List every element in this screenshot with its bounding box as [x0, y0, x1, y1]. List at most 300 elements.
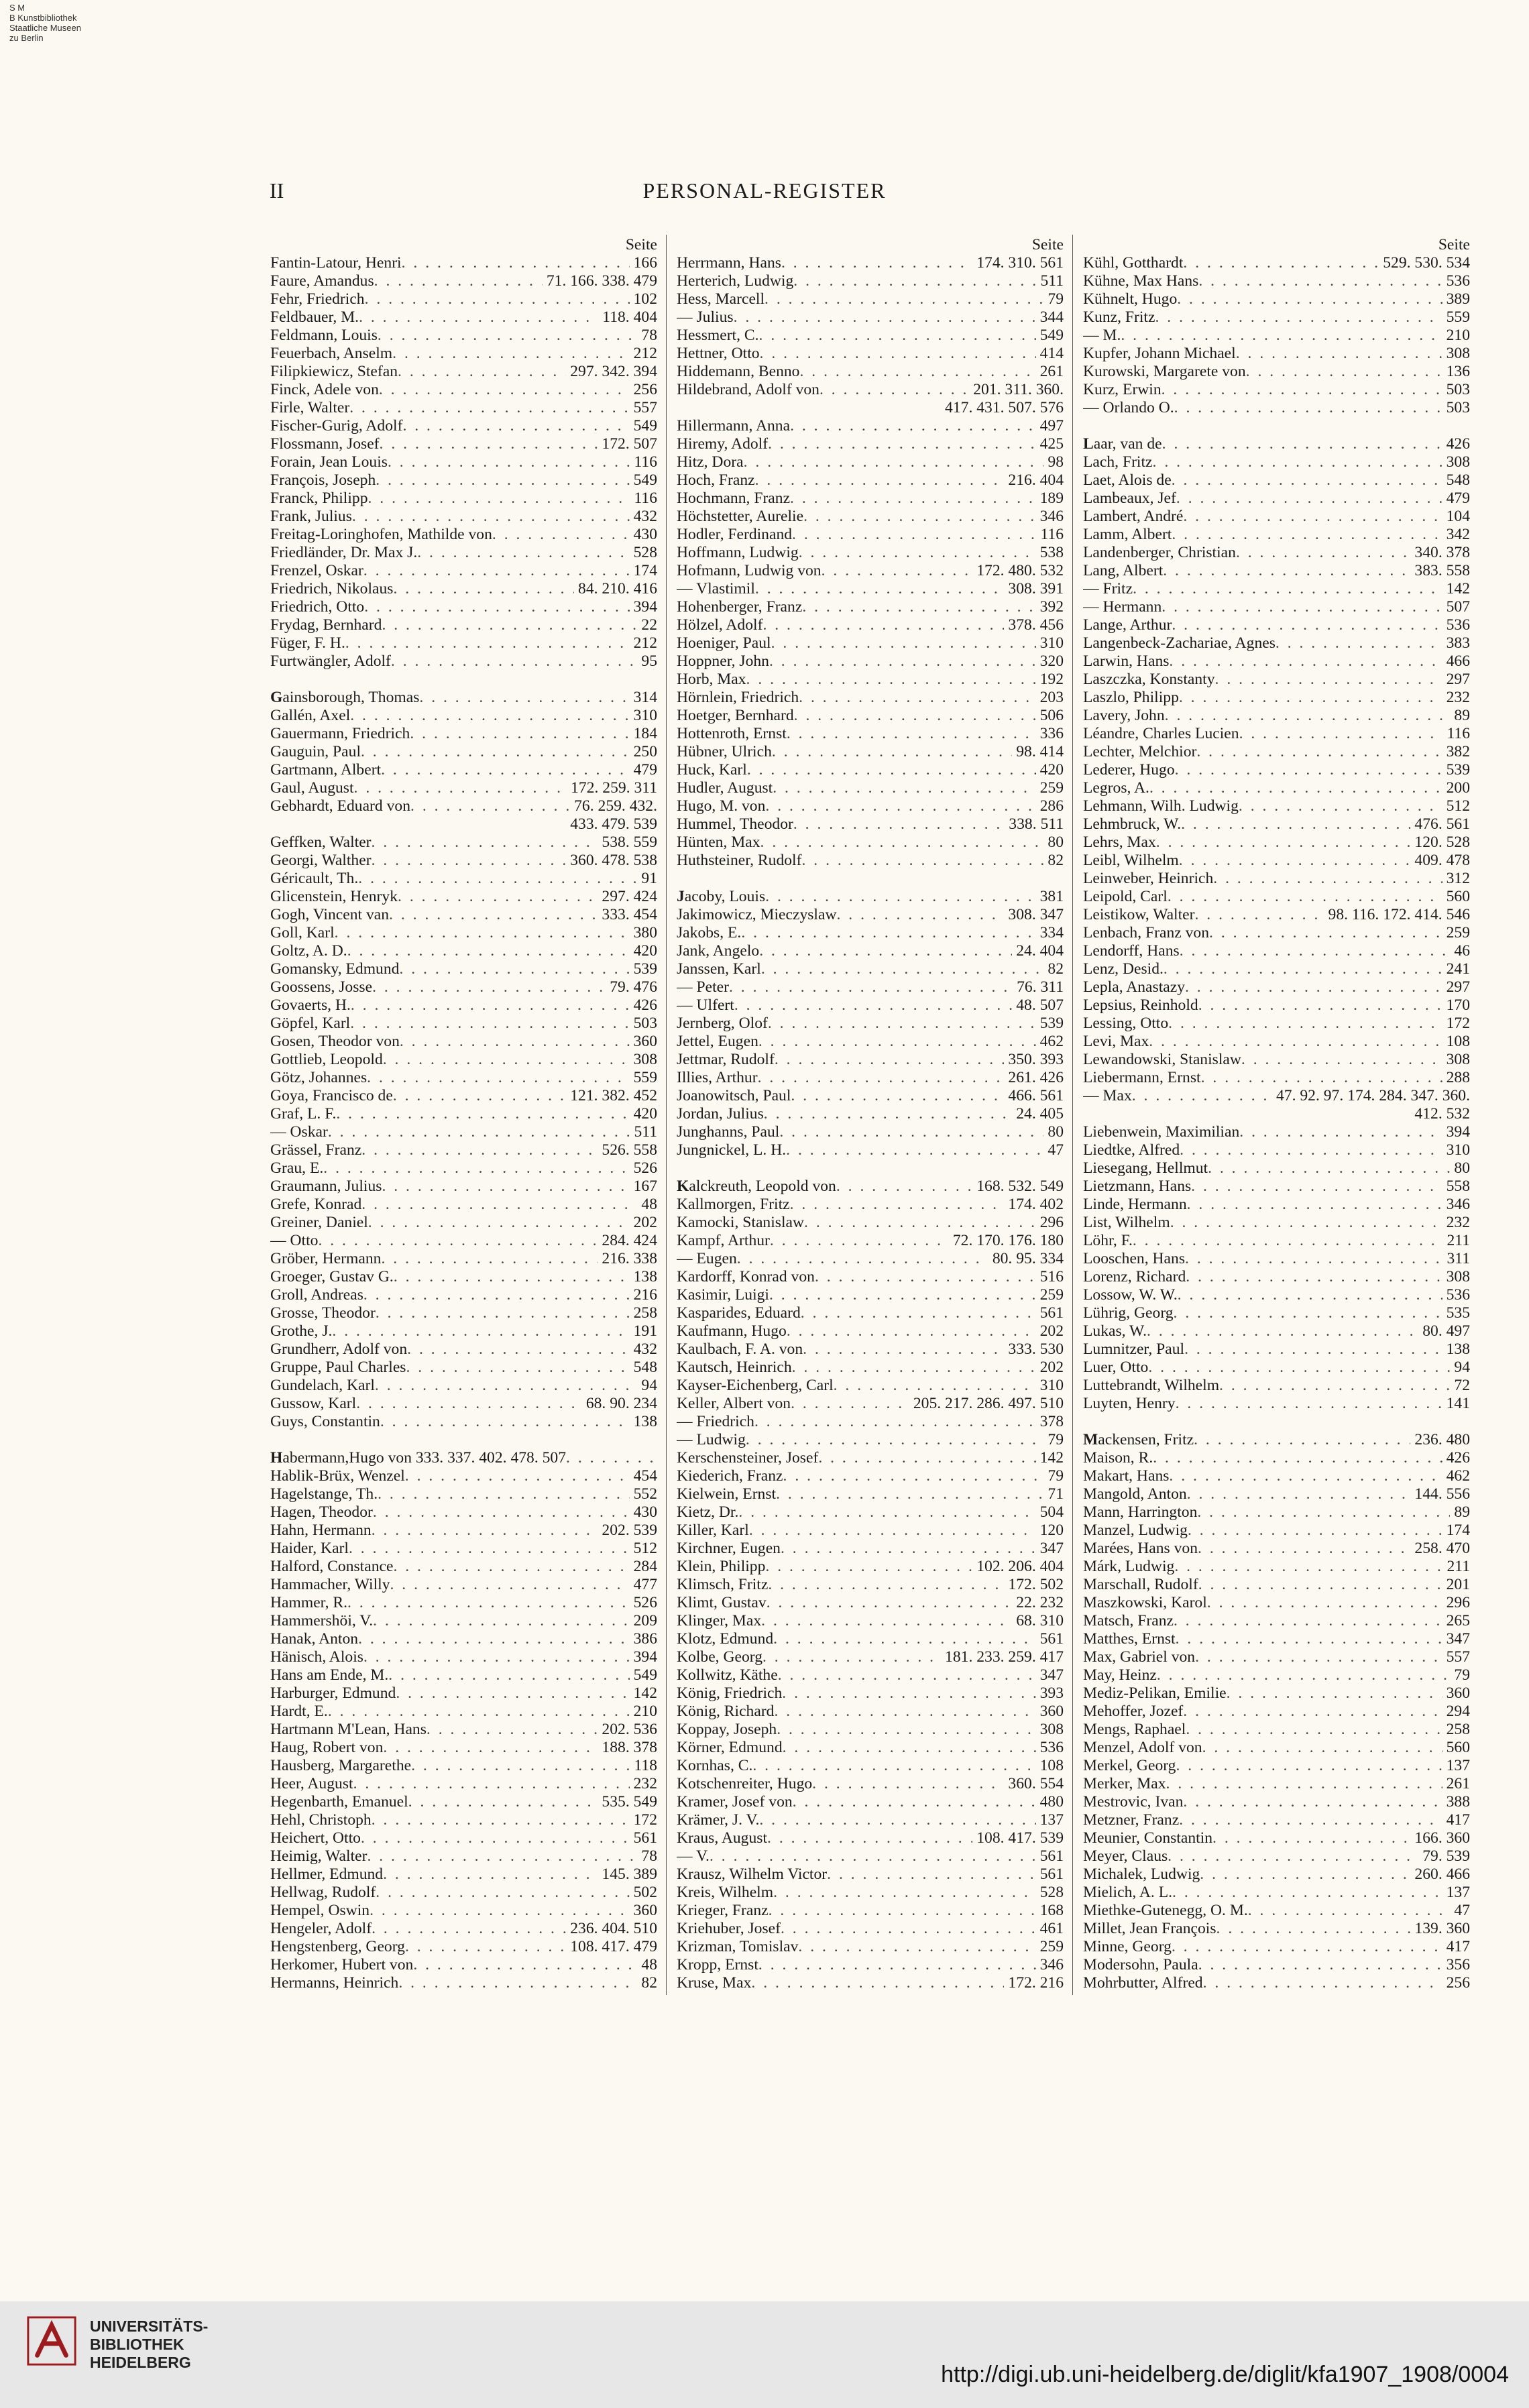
entry-pages: 308 [1446, 345, 1470, 362]
entry-name: Michalek, Ludwig [1083, 1866, 1200, 1883]
dot-leader [370, 1902, 630, 1920]
register-entry [270, 1485, 657, 1503]
entry-name: Lietzmann, Hans [1083, 1178, 1192, 1195]
entry-pages: 308 [1446, 1051, 1470, 1068]
entry-name: Linde, Hermann [1083, 1196, 1187, 1213]
dot-leader [1180, 1141, 1442, 1159]
dot-leader [1176, 1630, 1442, 1648]
dot-leader [1174, 399, 1442, 417]
entry-pages: 549 [633, 417, 657, 435]
register-entry [1083, 1395, 1470, 1413]
entry-name: Hoeniger, Paul [677, 634, 771, 652]
entry-pages: 432 [633, 508, 657, 525]
digital-copy-url[interactable]: http://digi.ub.uni-heidelberg.de/diglit/kfa1907_1908/0004 [941, 2362, 1509, 2387]
dot-leader [1202, 1739, 1442, 1757]
entry-name: Langenbeck-Zachariae, Agnes [1083, 634, 1276, 652]
dot-leader [393, 1087, 566, 1105]
entry-name: Larwin, Hans [1083, 652, 1170, 670]
entry-name: Maison, R. [1083, 1449, 1153, 1467]
dot-leader [776, 1485, 1043, 1503]
entry-name: Lorenz, Richard [1083, 1268, 1186, 1285]
register-entry [270, 508, 657, 526]
entry-name: Kasparides, Eduard [677, 1304, 801, 1322]
register-entry [270, 1196, 657, 1214]
dot-leader [781, 254, 972, 272]
dot-leader [822, 562, 973, 580]
entry-name: Grosse, Theodor [270, 1304, 376, 1322]
entry-name: Marschall, Rudolf [1083, 1576, 1198, 1593]
register-entry [1083, 1829, 1470, 1847]
entry-pages: 539 [1446, 761, 1470, 779]
dot-leader [1180, 942, 1451, 960]
entry-name: Hammacher, Willy [270, 1576, 390, 1593]
entry-name: Kiederich, Franz [677, 1467, 783, 1485]
entry-pages: 426 [1446, 1449, 1470, 1467]
entry-name [677, 1178, 836, 1196]
dot-leader [781, 1920, 1036, 1938]
register-entry [1083, 1304, 1470, 1322]
register-entry [677, 490, 1064, 508]
register-entry [270, 1159, 657, 1178]
entry-name: Kaulbach, F. A. von [677, 1340, 803, 1358]
entry-name: Herterich, Ludwig [677, 272, 794, 290]
register-entry [270, 1141, 657, 1159]
entry-name: Hettner, Otto [677, 345, 760, 362]
register-entry [1083, 1739, 1470, 1757]
register-entry [677, 417, 1064, 435]
library-stamp [9, 3, 81, 43]
entry-pages: 432 [633, 1340, 657, 1358]
entry-pages: 477 [633, 1576, 657, 1593]
dot-leader [1169, 1467, 1442, 1485]
entry-pages: 138 [633, 1413, 657, 1430]
register-entry [270, 1087, 657, 1105]
register-entry [677, 1340, 1064, 1359]
entry-pages: 559 [633, 1069, 657, 1086]
dot-leader [410, 797, 570, 815]
dot-leader [1165, 707, 1451, 725]
register-entry [677, 1395, 1064, 1413]
entry-name: Jernberg, Olof [677, 1015, 768, 1032]
entry-name: Kreis, Wilhelm [677, 1884, 774, 1901]
entry-pages: 216. 404 [1008, 471, 1064, 489]
library-name-line: UNIVERSITÄTS- [90, 2317, 209, 2335]
dot-leader [382, 616, 637, 634]
entry-name: Hempel, Oswin [270, 1902, 370, 1919]
register-entry [270, 1866, 657, 1884]
dot-leader [1176, 1395, 1442, 1413]
entry-pages: 108. 417. 539 [976, 1829, 1064, 1847]
entry-pages: 138 [633, 1268, 657, 1285]
entry-pages: 333. 454 [602, 906, 657, 923]
entry-pages: 320 [1039, 652, 1064, 670]
entry-name: Huck, Karl [677, 761, 747, 779]
dot-leader [1149, 1033, 1442, 1051]
register-entry [1083, 1033, 1470, 1051]
dot-leader [367, 1847, 637, 1866]
entry-pages: 381 [1039, 888, 1064, 905]
entry-pages: 72 [1454, 1377, 1470, 1394]
entry-pages: 210 [1446, 327, 1470, 344]
register-entry [677, 960, 1064, 978]
entry-pages: 414 [1039, 345, 1064, 362]
dot-leader [802, 598, 1035, 616]
entry-name: Mehoffer, Jozef [1083, 1703, 1184, 1720]
register-entry [677, 616, 1064, 634]
entry-pages: 47. 92. 97. 174. 284. 347. 360. [1276, 1087, 1470, 1104]
entry-pages: 297 [1446, 671, 1470, 688]
register-entry [270, 290, 657, 308]
register-entry [677, 308, 1064, 327]
register-entry [270, 634, 657, 652]
entry-pages: 360. 478. 538 [570, 852, 657, 869]
entry-pages: 139. 360 [1414, 1920, 1470, 1937]
dot-leader [394, 1268, 630, 1286]
entry-pages: 174 [1446, 1522, 1470, 1539]
dot-leader [773, 1884, 1036, 1902]
register-entry [677, 1956, 1064, 1974]
register-entry [677, 1431, 1064, 1449]
entry-name: Hausberg, Margarethe [270, 1757, 412, 1774]
entry-pages: 560 [1446, 888, 1470, 905]
dot-leader [347, 1594, 630, 1612]
entry-pages: 333. 530 [1008, 1340, 1064, 1358]
entry-pages: 120 [1039, 1522, 1064, 1539]
register-entry [677, 1974, 1064, 1992]
entry-name: Levi, Max [1083, 1033, 1149, 1050]
register-entry [677, 1630, 1064, 1648]
register-entry [677, 634, 1064, 652]
register-entry [677, 1938, 1064, 1956]
register-entry [270, 996, 657, 1015]
register-entry [677, 1739, 1064, 1757]
entry-name: — Fritz [1083, 580, 1133, 597]
register-entry [270, 1902, 657, 1920]
entry-pages: 380 [633, 924, 657, 941]
dot-leader [376, 471, 629, 490]
register-entry [1083, 1322, 1470, 1340]
entry-pages: 466. 561 [1008, 1087, 1064, 1104]
entry-name: Lukas, W. [1083, 1322, 1147, 1340]
entry-name: Körner, Edmund [677, 1739, 783, 1756]
entry-name: Hengeler, Adolf [270, 1920, 372, 1937]
entry-initial: K [677, 1178, 689, 1195]
entry-pages: 89 [1454, 1503, 1470, 1521]
dot-leader [772, 743, 1012, 761]
entry-name: Meyer, Claus [1083, 1847, 1168, 1865]
entry-name: Lumnitzer, Paul [1083, 1340, 1185, 1358]
register-entry [1083, 1974, 1470, 1992]
entry-pages: 68. 310 [1016, 1612, 1064, 1629]
register-entry [677, 1793, 1064, 1811]
dot-leader [398, 363, 566, 381]
entry-pages: 98. 414 [1016, 743, 1064, 760]
register-entry [1083, 1232, 1470, 1250]
entry-name [1083, 1431, 1194, 1449]
entry-name: Kietz, Dr. [677, 1503, 739, 1521]
register-entry [270, 797, 657, 815]
entry-name: Kupfer, Johann Michael [1083, 345, 1236, 362]
entry-name: Firle, Walter [270, 399, 350, 416]
register-entry [1083, 1540, 1470, 1558]
dot-leader [1187, 1485, 1411, 1503]
entry-pages: 259 [1039, 779, 1064, 797]
register-entry [677, 1866, 1064, 1884]
entry-pages: 188. 378 [602, 1739, 657, 1756]
entry-pages: 360 [633, 1902, 657, 1919]
dot-leader [758, 1069, 1005, 1087]
register-entry [270, 978, 657, 996]
dot-leader [1168, 888, 1442, 906]
entry-name: Hudler, August [677, 779, 773, 797]
entry-pages: 78 [641, 327, 657, 344]
dot-leader [368, 490, 630, 508]
register-entry [270, 1576, 657, 1594]
dot-leader [411, 1757, 630, 1775]
register-entry [270, 1377, 657, 1395]
register-entry [677, 1051, 1064, 1069]
dot-leader [790, 490, 1036, 508]
entry-pages: 145. 389 [602, 1866, 657, 1883]
entry-pages: 526 [633, 1594, 657, 1611]
register-entry [677, 996, 1064, 1015]
dot-leader [1179, 1811, 1442, 1829]
entry-pages: 211 [1447, 1558, 1470, 1575]
entry-name: Graumann, Julius [270, 1178, 382, 1195]
entry-pages: 511 [1040, 272, 1064, 290]
running-head-title: PERSONAL-REGISTER [642, 178, 887, 203]
register-entry [677, 1522, 1064, 1540]
entry-page-continuation: 433. 479. 539 [570, 815, 657, 833]
register-entry [677, 1214, 1064, 1232]
entry-pages: 260. 466 [1414, 1866, 1470, 1883]
register-entry [1083, 689, 1470, 707]
register-entry [270, 1684, 657, 1703]
entry-name: Matthes, Ernst [1083, 1630, 1176, 1648]
page-number: II [270, 178, 284, 203]
dot-leader [376, 1304, 630, 1322]
dot-leader [405, 1938, 566, 1956]
entry-name: Groll, Andreas [270, 1286, 363, 1304]
entry-name: Leibl, Wilhelm [1083, 852, 1179, 869]
entry-name: Graf, L. F. [270, 1105, 337, 1123]
entry-pages: 516 [1039, 1268, 1064, 1285]
entry-pages: 71 [1047, 1485, 1064, 1503]
dot-leader [380, 435, 598, 453]
dot-leader [755, 471, 1005, 490]
dot-leader [427, 1721, 598, 1739]
register-entry [1083, 1884, 1470, 1902]
entry-name: Fehr, Friedrich [270, 290, 365, 308]
letter-gap [1083, 1413, 1470, 1431]
entry-pages: 296 [1039, 1214, 1064, 1231]
entry-name: Feldbauer, M. [270, 308, 359, 326]
dot-leader [417, 544, 629, 562]
entry-initial: J [677, 888, 685, 905]
dot-leader [1172, 616, 1442, 634]
entry-pages: 417 [1446, 1811, 1470, 1829]
dot-leader [363, 562, 630, 580]
entry-name: Luyten, Henry [1083, 1395, 1176, 1412]
entry-pages: 258 [633, 1304, 657, 1322]
entry-pages: 310 [1039, 1377, 1064, 1394]
entry-name: Léandre, Charles Lucien [1083, 725, 1239, 742]
entry-name: Kunz, Fritz [1083, 308, 1155, 326]
dot-leader [764, 1105, 1012, 1123]
entry-name: Hoch, Franz [677, 471, 755, 489]
entry-name: Krieger, Franz [677, 1902, 769, 1919]
entry-pages: 118 [634, 1757, 657, 1774]
dot-leader [754, 1413, 1036, 1431]
entry-name: Grundherr, Adolf von [270, 1340, 408, 1358]
dot-leader [1133, 580, 1442, 598]
register-entry [270, 1503, 657, 1522]
entry-pages: 425 [1039, 435, 1064, 453]
register-entry [270, 1540, 657, 1558]
entry-pages: 47 [1047, 1141, 1064, 1159]
dot-leader [368, 1214, 630, 1232]
entry-pages: 346 [1039, 508, 1064, 525]
register-entry [270, 345, 657, 363]
entry-pages: 258 [1446, 1721, 1470, 1738]
entry-name: Kautsch, Heinrich [677, 1359, 792, 1376]
dot-leader [1209, 924, 1442, 942]
entry-name: Kielwein, Ernst [677, 1485, 777, 1503]
entry-pages: 200 [1446, 779, 1470, 797]
entry-pages: 476. 561 [1414, 815, 1470, 833]
entry-pages: 116 [634, 490, 657, 507]
register-entry [1083, 1141, 1470, 1159]
entry-pages: 284. 424 [602, 1232, 657, 1249]
entry-pages: 79 [1047, 1467, 1064, 1485]
register-entry [677, 671, 1064, 689]
dot-leader [399, 960, 629, 978]
entry-pages: 172. 259. 311 [571, 779, 657, 797]
register-entry [1083, 852, 1470, 870]
entry-pages: 346 [1446, 1196, 1470, 1213]
register-entry [1083, 834, 1470, 852]
entry-pages: 84. 210. 416 [578, 580, 657, 597]
entry-page-continuation: 412. 532 [1414, 1105, 1470, 1123]
entry-pages: 80. 95. 334 [992, 1250, 1064, 1267]
register-entry [677, 1087, 1064, 1105]
entry-pages: 308. 347 [1008, 906, 1064, 923]
register-entry [677, 1558, 1064, 1576]
entry-name: — Friedrich [677, 1413, 754, 1430]
register-column-2 [677, 236, 1064, 1992]
entry-name: Kropp, Ernst [677, 1956, 758, 1973]
dot-leader [769, 1902, 1036, 1920]
entry-pages: 142 [1039, 1449, 1064, 1467]
entry-name: Gosen, Theodor von [270, 1033, 400, 1050]
entry-name: Matsch, Franz [1083, 1612, 1174, 1629]
entry-name: Jettmar, Rudolf [677, 1051, 775, 1068]
entry-pages: 82 [1047, 852, 1064, 869]
entry-name: Klimt, Gustav [677, 1594, 767, 1611]
entry-pages: 102. 206. 404 [976, 1558, 1064, 1575]
register-entry [270, 725, 657, 743]
entry-pages: 121. 382. 452 [570, 1087, 657, 1104]
entry-pages: 98. 116. 172. 414. 546 [1328, 906, 1470, 923]
register-entry [270, 1395, 657, 1413]
entry-pages: 116 [1040, 526, 1064, 543]
entry-name: Hans am Ende, M. [270, 1666, 389, 1684]
entry-pages: 82 [1047, 960, 1064, 978]
dot-leader [1216, 1920, 1411, 1938]
register-entry [270, 652, 657, 671]
entry-name: Gottlieb, Leopold [270, 1051, 383, 1068]
dot-leader [760, 834, 1044, 852]
entry-name: Frenzel, Oskar [270, 562, 363, 579]
register-entry [677, 924, 1064, 942]
entry-name: Gebhardt, Eduard von [270, 797, 411, 815]
register-entry [270, 1721, 657, 1739]
entry-name: Forain, Jean Louis [270, 453, 388, 471]
register-entry [1083, 453, 1470, 471]
entry-name: Krausz, Wilhelm Victor [677, 1866, 828, 1883]
dot-leader [361, 743, 630, 761]
entry-name: Faure, Amandus [270, 272, 374, 290]
entry-name: Kühl, Gotthardt [1083, 254, 1184, 272]
entry-pages: 201 [1446, 1576, 1470, 1593]
register-entry [677, 1757, 1064, 1775]
dot-leader [349, 1540, 630, 1558]
register-entry [270, 834, 657, 852]
register-entry [677, 562, 1064, 580]
dot-leader [1174, 1558, 1442, 1576]
entry-pages: 108 [1039, 1757, 1064, 1774]
entry-name: Fischer-Gurig, Adolf [270, 417, 403, 435]
column-rule [1072, 235, 1073, 1995]
register-entry [270, 1522, 657, 1540]
entry-name-rest: ackensen, Fritz [1098, 1431, 1194, 1448]
register-entry [270, 1594, 657, 1612]
entry-name: Friedrich, Otto [270, 598, 365, 616]
entry-name: Hagen, Theodor [270, 1503, 373, 1521]
entry-pages: 536 [1446, 616, 1470, 634]
entry-pages: 265 [1446, 1612, 1470, 1629]
register-entry [270, 1703, 657, 1721]
entry-name: Goltz, A. D. [270, 942, 347, 960]
entry-name: Hermanns, Heinrich [270, 1974, 399, 1992]
register-entry [1083, 290, 1470, 308]
register-entry [1083, 526, 1470, 544]
entry-pages: 68. 90. 234 [585, 1395, 657, 1412]
dot-leader [361, 1141, 598, 1159]
entry-pages: 393 [1039, 1684, 1064, 1702]
entry-pages: 538 [1039, 544, 1064, 561]
stamp-line: Staatliche Museen [9, 23, 81, 33]
entry-pages: 286 [1039, 797, 1064, 815]
dot-leader [363, 1286, 630, 1304]
entry-name: Flossmann, Josef [270, 435, 380, 453]
entry-pages: 76. 259. 432. [574, 797, 657, 815]
dot-leader [1172, 526, 1442, 544]
register-entry [677, 1612, 1064, 1630]
entry-pages: 539 [1039, 1015, 1064, 1032]
dot-leader [378, 1485, 630, 1503]
entry-pages: 310 [1446, 1141, 1470, 1159]
entry-name: Hugo, M. von [677, 797, 766, 815]
register-entry [270, 761, 657, 779]
entry-pages: 116 [634, 453, 657, 471]
entry-pages: 350. 393 [1008, 1051, 1064, 1068]
register-entry [677, 707, 1064, 725]
entry-name: Hartmann M'Lean, Hans [270, 1721, 427, 1738]
entry-pages: 512 [633, 1540, 657, 1557]
entry-name: Klimsch, Fritz [677, 1576, 769, 1593]
register-entry [677, 652, 1064, 671]
